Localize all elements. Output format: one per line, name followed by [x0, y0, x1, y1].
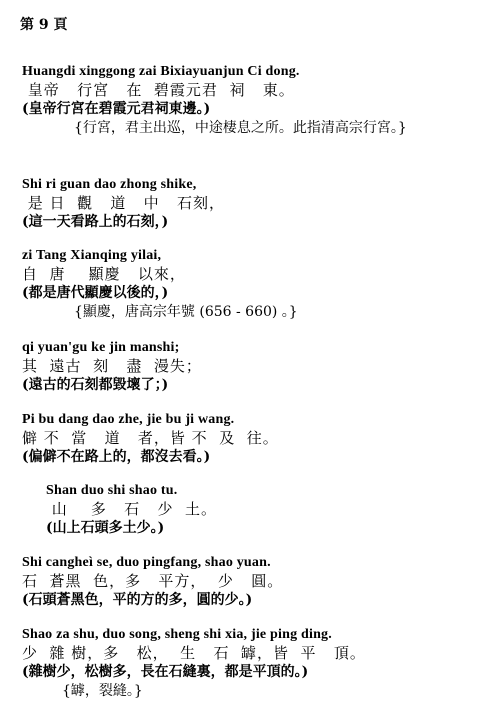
- stanza-3: [22, 246, 492, 322]
- translation-line: (偏僻不在路上的，都沒去看。): [22, 449, 211, 465]
- chinese-line: 自 唐 顯慶 以來，: [22, 265, 186, 283]
- pinyin-line: qi yuan'gu ke jin manshi;: [22, 340, 180, 355]
- stanza-1: [22, 62, 492, 138]
- stanza-8: [22, 625, 492, 701]
- stanza-2: [22, 175, 492, 232]
- translation-line: (遠古的石刻都毀壞了；): [22, 377, 169, 393]
- chinese-line: 皇帝 行宮 在 碧霞元君 祠 東。: [22, 81, 295, 99]
- pinyin-line: Huangdi xinggong zai Bixiayuanjun Ci dong.: [22, 64, 300, 79]
- translation-line: (這一天看路上的石刻，): [22, 214, 169, 230]
- stanza-5: [22, 410, 492, 467]
- pinyin-line: Shao za shu, duo song, sheng shi xia, jie ping ding.: [22, 627, 332, 642]
- pinyin-line: Shi ri guan dao zhong shike,: [22, 177, 197, 192]
- chinese-line: 石 蒼黑 色，多 平方， 少 圓。: [22, 572, 284, 590]
- translation-line: (都是唐代顯慶以後的，): [22, 285, 169, 301]
- stanza-4: [22, 338, 492, 395]
- stanza-7: [22, 553, 492, 610]
- pinyin-line: Pi bu dang dao zhe, jie bu ji wang.: [22, 412, 235, 427]
- translation-line: (雜樹少，松樹多，長在石縫裏，都是平頂的。): [22, 664, 309, 680]
- annotation-note: {行宮，君主出巡，中途棲息之所。此指清高宗行宮。}: [74, 120, 407, 136]
- chinese-line: 山 多 石 少 土。: [46, 500, 217, 518]
- chinese-line: 是 日 觀 道 中 石刻，: [22, 194, 225, 212]
- translation-line: (皇帝行宮在碧霞元君祠東邊。): [22, 101, 211, 117]
- translation-line: (山上石頭多土少。): [46, 520, 165, 536]
- pinyin-line: Shi cangheì se, duo pingfang, shao yuan.: [22, 555, 271, 570]
- stanza-6: [22, 481, 492, 538]
- pinyin-line: zi Tang Xianqing yilai,: [22, 248, 162, 263]
- translation-line: (石頭蒼黑色，平的方的多，圓的少。): [22, 592, 253, 608]
- chinese-line: 少 雜 樹，多 松， 生 石 罅，皆 平 頂。: [22, 644, 366, 662]
- page-number: 第 9 頁: [20, 17, 68, 33]
- chinese-line: 僻 不 當 道 者，皆 不 及 往。: [22, 429, 279, 447]
- pinyin-line: Shan duo shi shao tu.: [46, 483, 178, 498]
- annotation-note: {罅，裂縫。}: [62, 683, 143, 699]
- annotation-note: {顯慶，唐高宗年號 (656 - 660) 。}: [74, 304, 298, 320]
- chinese-line: 其 遠古 刻 盡 漫失；: [22, 357, 202, 375]
